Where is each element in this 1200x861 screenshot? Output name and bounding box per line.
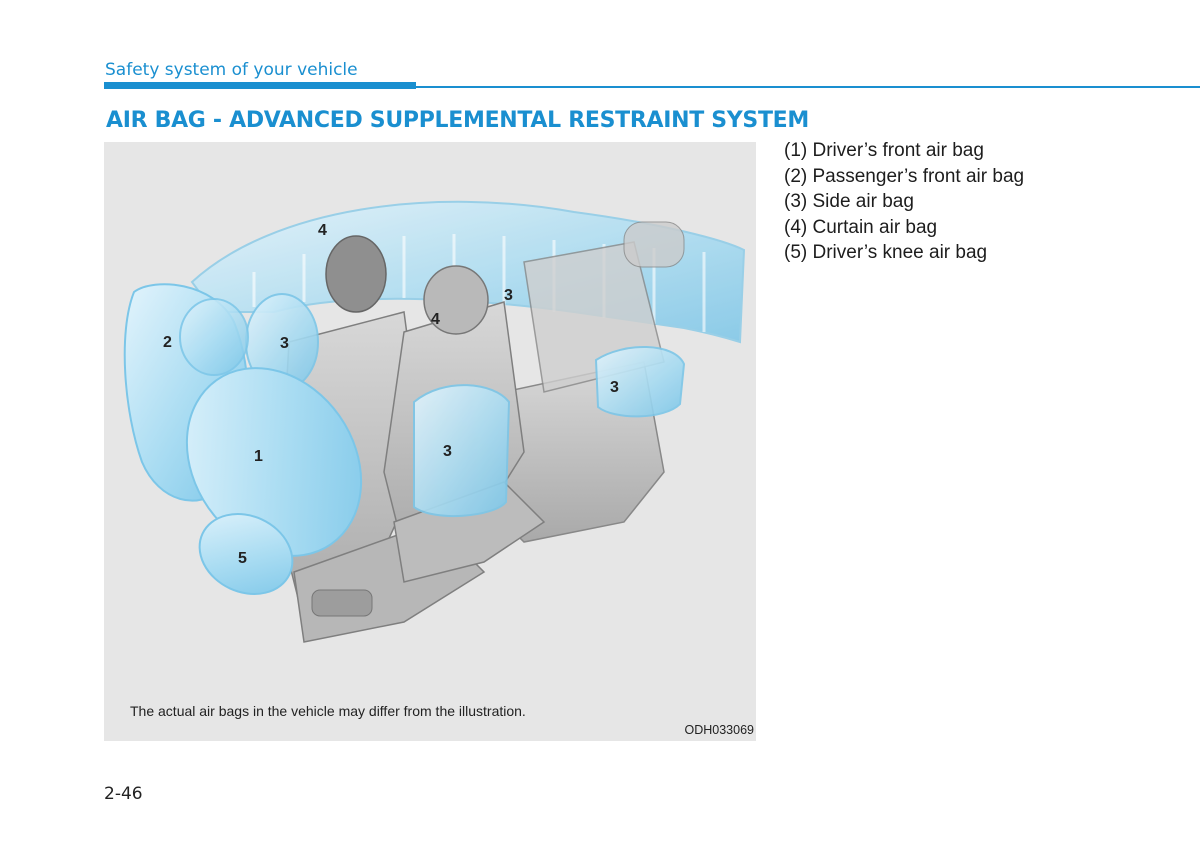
figure-caption: The actual air bags in the vehicle may differ from the illustration. [130,703,526,719]
legend-item: (5) Driver’s knee air bag [784,242,988,263]
page-number: 2-46 [104,784,143,804]
legend-item: (2) Passenger’s front air bag [784,165,1025,187]
figure-code: ODH033069 [684,723,754,737]
airbag-illustration [104,142,756,741]
callout-curtain-rear: 4 [431,311,440,328]
callout-curtain-front: 4 [318,222,327,239]
callout-side-rear-upper: 3 [504,287,513,304]
page-title: AIR BAG - ADVANCED SUPPLEMENTAL RESTRAINT SYSTEM [106,108,810,133]
legend-item: (3) Side air bag [784,191,914,212]
section-title: Safety system of your vehicle [105,60,358,80]
header-rule-thin [416,86,1200,88]
airbag-diagram [104,142,756,741]
header-rule-thick [104,82,416,89]
legend-item: (4) Curtain air bag [784,216,938,238]
callout-knee: 5 [238,550,247,567]
callout-side-rear: 3 [610,379,619,396]
airbag-legend [784,138,1024,266]
callout-side-front-right: 3 [443,443,452,460]
legend-item: (1) Driver’s front air bag [784,140,984,161]
callout-driver-front: 1 [254,448,263,465]
callout-passenger-front: 2 [163,334,172,351]
side-airbag-front-right [414,385,509,516]
callout-side-front-left: 3 [280,335,289,352]
